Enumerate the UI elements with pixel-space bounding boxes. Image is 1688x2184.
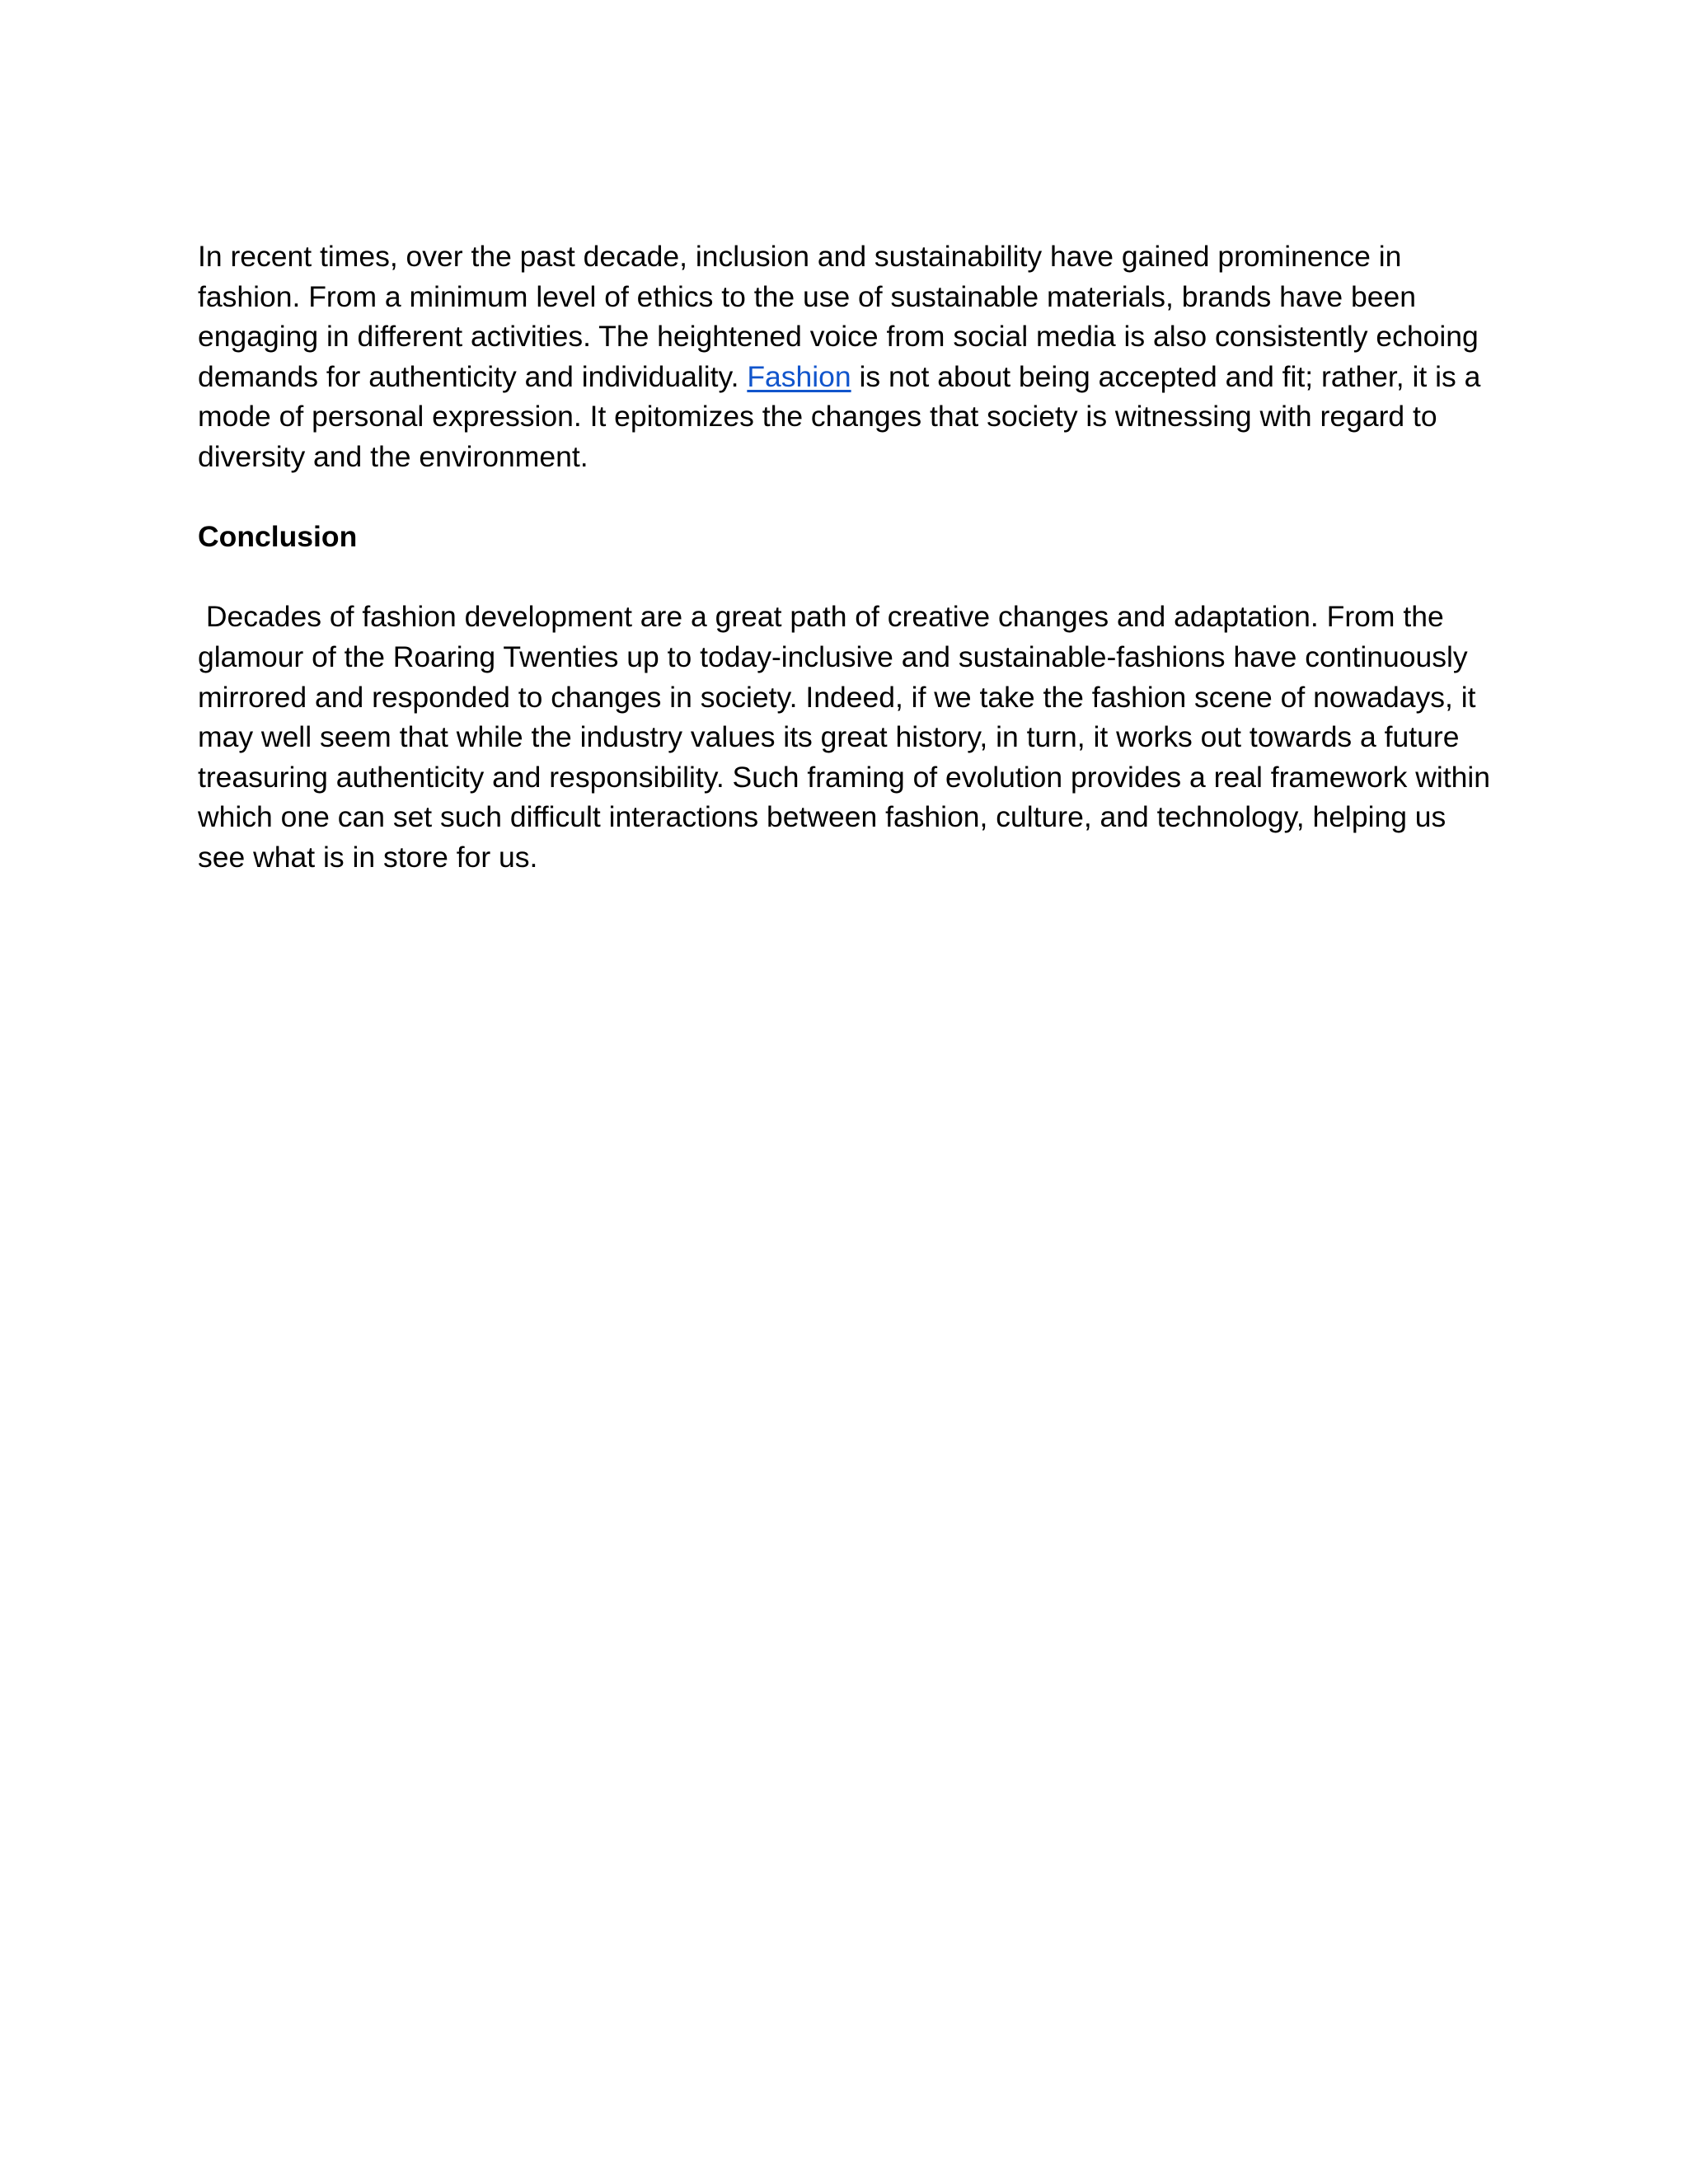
conclusion-heading: Conclusion (198, 520, 358, 554)
conclusion-paragraph: Decades of fashion development are a great path of creative changes and adaptation. From the glamour of the Roaring Twenties up to today-inclusive and sustainable-fashions have continuously mirrored and responded to changes in society. Indeed, if we take the fashion scene of nowadays, it may well seem that while the industry values its great history, in turn, it works out towards a future treasuring authenticity and responsibility. Such framing of evolution provides a real framework within which one can set such difficult interactions between fashion, culture, and technology, helping us see what is in store for us. (198, 600, 1498, 874)
paragraph-text-after-link: is not about being accepted and fit; rather, it is a mode of personal expression. It epitomizes the changes that society is witnessing with regard to diversity and the environment. (198, 359, 1481, 473)
fashion-link[interactable]: Fashion (747, 359, 851, 393)
intro-paragraph (198, 237, 1500, 477)
paragraph-spacer (198, 557, 1500, 598)
paragraph-text-before-link: In recent times, over the past decade, inclusion and sustainability have gained prominence in fashion. From a minimum level of ethics to the use of sustainable materials, brands have been engaging in different activities. The heightened voice from social media is also consistently echoing demands for authenticity and individuality. (198, 240, 1479, 393)
document-body (198, 237, 1500, 878)
paragraph-spacer (198, 477, 1500, 518)
